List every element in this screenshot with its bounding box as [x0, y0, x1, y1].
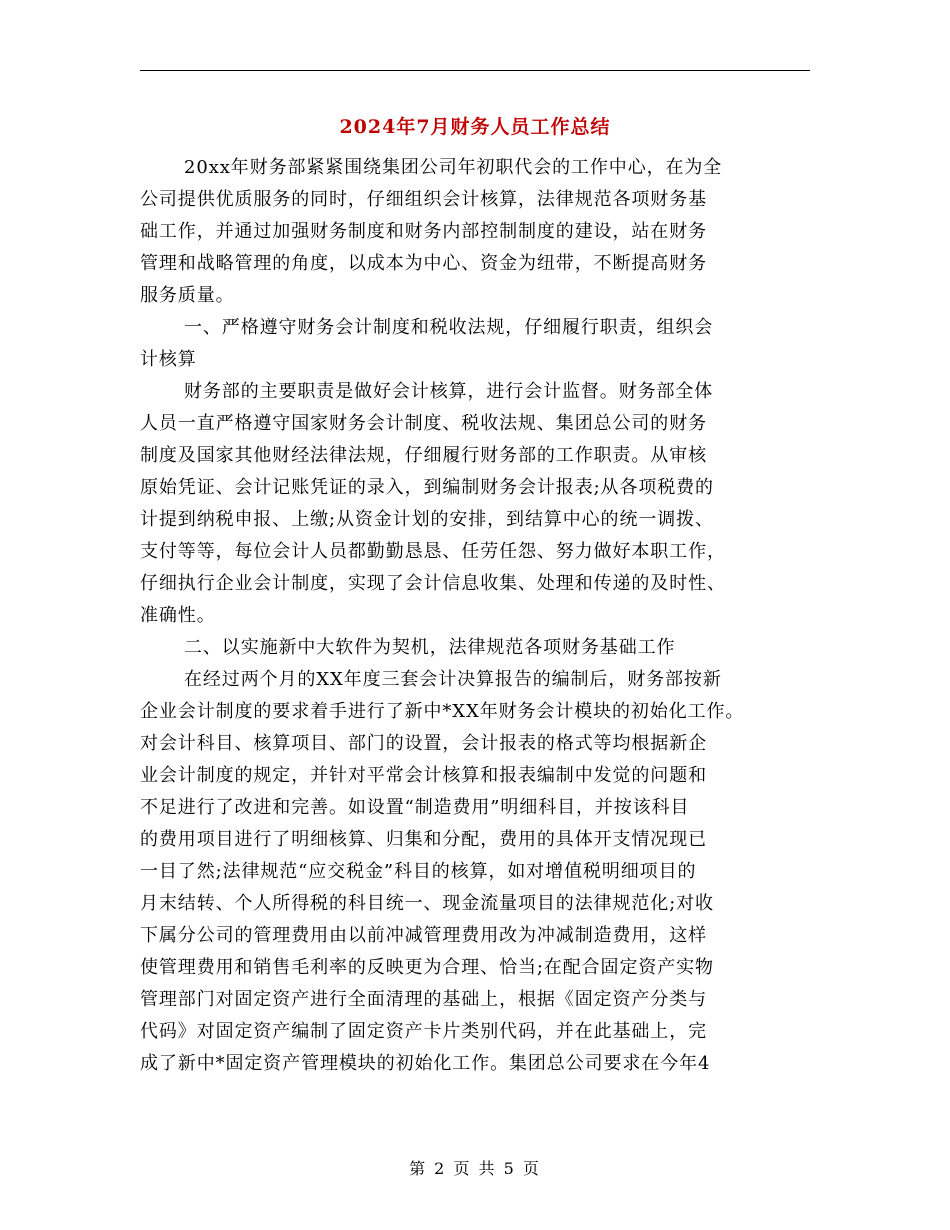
text-line: 20xx年财务部紧紧围绕集团公司年初职代会的工作中心，在为全	[184, 157, 723, 178]
document-title: 2024年7月财务人员工作总结	[339, 116, 611, 138]
text-line: 不足进行了改进和完善。如设置“制造费用”明细科目，并按该科目	[140, 797, 690, 818]
text-line: 管理部门对固定资产进行全面清理的基础上，根据《固定资产分类与	[140, 989, 707, 1010]
text-line: 制度及国家其他财经法律法规，仔细履行财务部的工作职责。从审核	[140, 445, 707, 466]
document-body	[140, 152, 810, 1080]
text-line: 的费用项目进行了明细核算、归集和分配，费用的具体开支情况现已	[140, 829, 707, 850]
header-rule	[140, 70, 810, 71]
text-line: 在经过两个月的XX年度三套会计决算报告的编制后，财务部按新	[184, 669, 722, 690]
text-line: 支付等等，每位会计人员都勤勤恳恳、任劳任怨、努力做好本职工作，	[140, 541, 726, 562]
text-line: 仔细执行企业会计制度，实现了会计信息收集、处理和传递的及时性、	[140, 573, 726, 594]
text-line: 人员一直严格遵守国家财务会计制度、税收法规、集团总公司的财务	[140, 413, 707, 434]
text-line: 原始凭证、会计记账凭证的录入，到编制财务会计报表;从各项税费的	[140, 477, 714, 498]
text-line: 计核算	[140, 349, 197, 370]
text-line: 一目了然;法律规范“应交税金”科目的核算，如对增值税明细项目的	[140, 861, 697, 882]
text-line: 财务部的主要职责是做好会计核算，进行会计监督。财务部全体	[184, 381, 714, 402]
text-line: 一、严格遵守财务会计制度和税收法规，仔细履行职责，组织会	[184, 317, 714, 338]
text-line: 代码》对固定资产编制了固定资产卡片类别代码，并在此基础上，完	[140, 1021, 707, 1042]
text-line: 企业会计制度的要求着手进行了新中*XX年财务会计模块的初始化工作。	[140, 701, 745, 722]
text-line: 准确性。	[140, 605, 216, 626]
text-line: 计提到纳税申报、上缴;从资金计划的安排，到结算中心的统一调拨、	[140, 509, 714, 530]
text-line: 对会计科目、核算项目、部门的设置，会计报表的格式等均根据新企	[140, 733, 707, 754]
text-line: 础工作，并通过加强财务制度和财务内部控制制度的建设，站在财务	[140, 221, 707, 242]
text-line: 下属分公司的管理费用由以前冲减管理费用改为冲减制造费用，这样	[140, 925, 707, 946]
text-line: 使管理费用和销售毛利率的反映更为合理、恰当;在配合固定资产实物	[140, 957, 714, 978]
text-line: 公司提供优质服务的同时，仔细组织会计核算，法律规范各项财务基	[140, 189, 707, 210]
text-line: 服务质量。	[140, 285, 235, 306]
text-line: 管理和战略管理的角度，以成本为中心、资金为纽带，不断提高财务	[140, 253, 707, 274]
text-line: 成了新中*固定资产管理模块的初始化工作。集团总公司要求在今年4	[140, 1053, 711, 1074]
text-line: 业会计制度的规定，并针对平常会计核算和报表编制中发觉的问题和	[140, 765, 707, 786]
page-number: 第 2 页 共 5 页	[409, 1159, 541, 1178]
text-line: 二、以实施新中大软件为契机，法律规范各项财务基础工作	[184, 637, 676, 658]
text-line: 月末结转、个人所得税的科目统一、现金流量项目的法律规范化;对收	[140, 893, 714, 914]
